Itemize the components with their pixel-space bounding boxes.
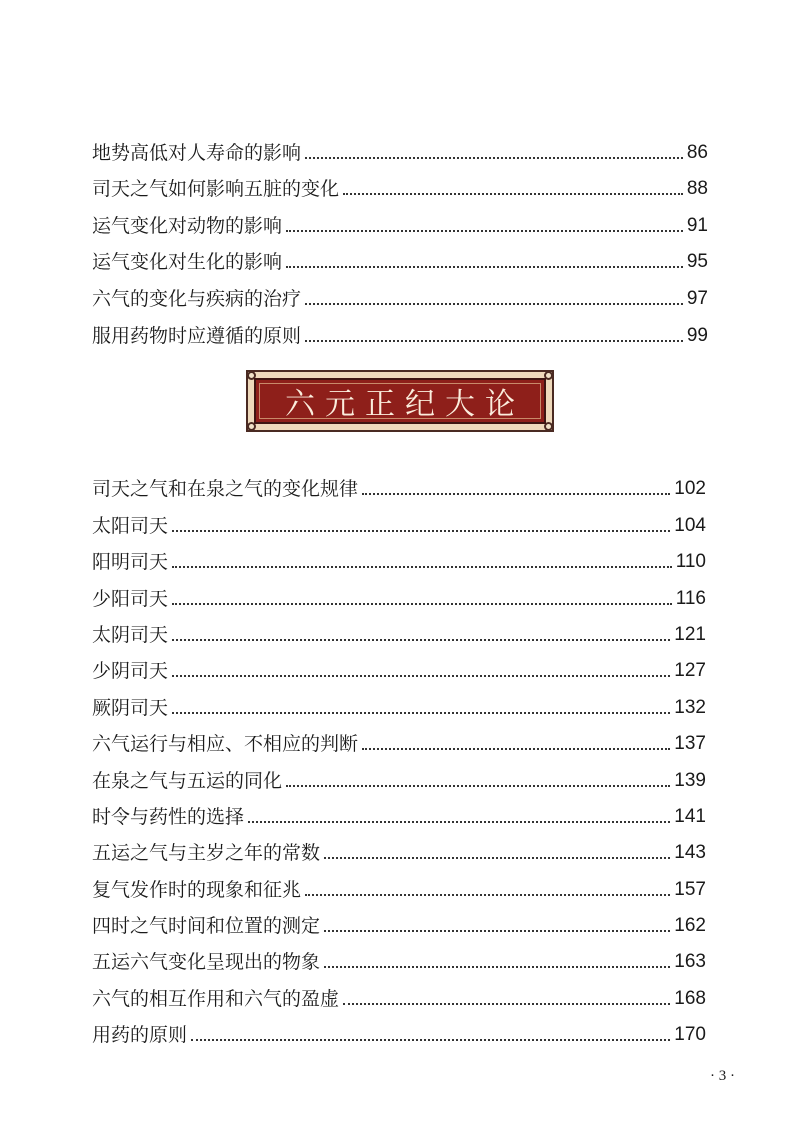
- dot-leader: [324, 857, 670, 859]
- toc-entry-title: 在泉之气与五运的同化: [92, 769, 283, 792]
- toc-entry[interactable]: [92, 865, 706, 901]
- dot-leader: [343, 193, 683, 195]
- toc-entry[interactable]: [92, 647, 706, 683]
- toc-entry-page: 99: [686, 324, 708, 346]
- toc-entry[interactable]: [92, 538, 706, 574]
- toc-section-2: [92, 465, 706, 1047]
- toc-entry[interactable]: [92, 720, 706, 756]
- toc-entry-page: 121: [674, 623, 706, 645]
- toc-entry[interactable]: [92, 128, 708, 165]
- toc-entry[interactable]: [92, 829, 706, 865]
- dot-leader: [248, 821, 670, 823]
- toc-entry-page: 97: [686, 287, 708, 309]
- toc-entry-title: 六气的相互作用和六气的盈虚: [92, 987, 340, 1010]
- toc-entry[interactable]: [92, 165, 708, 202]
- toc-entry-title: 地势高低对人寿命的影响: [92, 141, 302, 164]
- dot-leader: [172, 530, 670, 532]
- toc-entry[interactable]: [92, 611, 706, 647]
- toc-entry-title: 司天之气和在泉之气的变化规律: [92, 478, 359, 501]
- toc-entry-title: 少阳司天: [92, 587, 169, 610]
- toc-entry-title: 司天之气如何影响五脏的变化: [92, 178, 340, 201]
- toc-entry-page: 157: [674, 878, 706, 900]
- toc-entry[interactable]: [92, 274, 708, 311]
- dot-leader: [286, 785, 670, 787]
- toc-entry[interactable]: [92, 938, 706, 974]
- toc-entry-title: 六气的变化与疾病的治疗: [92, 287, 302, 310]
- dot-leader: [305, 303, 683, 305]
- toc-entry-title: 太阴司天: [92, 623, 169, 646]
- toc-entry[interactable]: [92, 793, 706, 829]
- toc-entry[interactable]: [92, 311, 708, 348]
- toc-entry-page: 168: [674, 987, 706, 1009]
- toc-entry-title: 厥阴司天: [92, 696, 169, 719]
- toc-entry[interactable]: [92, 902, 706, 938]
- chapter-title: 六元正纪大论: [285, 387, 525, 422]
- dot-leader: [286, 266, 683, 268]
- toc-entry[interactable]: [92, 683, 706, 719]
- toc-entry-page: 95: [686, 251, 708, 273]
- page-number: · 3 ·: [710, 1068, 735, 1084]
- dot-leader: [172, 712, 670, 714]
- dot-leader: [324, 966, 670, 968]
- toc-entry-page: 170: [674, 1024, 706, 1046]
- toc-entry[interactable]: [92, 201, 708, 238]
- toc-entry-page: 127: [674, 660, 706, 682]
- dot-leader: [286, 230, 683, 232]
- toc-entry-page: 143: [674, 842, 706, 864]
- toc-entry-page: 139: [674, 769, 706, 791]
- toc-entry-page: 162: [674, 915, 706, 937]
- toc-entry-page: 116: [675, 587, 706, 609]
- toc-entry-page: 104: [674, 514, 706, 536]
- toc-entry-page: 163: [674, 951, 706, 973]
- toc-entry[interactable]: [92, 238, 708, 275]
- toc-entry[interactable]: [92, 574, 706, 610]
- toc-entry-title: 五运六气变化呈现出的物象: [92, 951, 321, 974]
- toc-entry-page: 88: [686, 178, 708, 200]
- toc-entry-title: 运气变化对生化的影响: [92, 251, 283, 274]
- toc-entry-title: 服用药物时应遵循的原则: [92, 324, 302, 347]
- toc-entry-page: 102: [674, 478, 706, 500]
- toc-entry-title: 太阳司天: [92, 514, 169, 537]
- toc-entry-page: 141: [674, 805, 706, 827]
- toc-entry[interactable]: [92, 1011, 706, 1047]
- dot-leader: [362, 493, 670, 495]
- toc-entry-title: 复气发作时的现象和征兆: [92, 878, 302, 901]
- dot-leader: [172, 675, 670, 677]
- banner-panel: [254, 378, 546, 424]
- dot-leader: [305, 340, 683, 342]
- toc-entry-page: 86: [686, 141, 708, 163]
- toc-entry-title: 用药的原则: [92, 1024, 188, 1047]
- chapter-banner: [246, 370, 554, 432]
- toc-entry-page: 110: [675, 551, 706, 573]
- toc-entry-title: 运气变化对动物的影响: [92, 214, 283, 237]
- dot-leader: [324, 930, 670, 932]
- toc-entry-page: 132: [674, 696, 706, 718]
- toc-entry[interactable]: [92, 501, 706, 537]
- toc-section-1: [92, 128, 708, 348]
- toc-entry-title: 少阴司天: [92, 660, 169, 683]
- dot-leader: [172, 566, 672, 568]
- dot-leader: [343, 1003, 670, 1005]
- dot-leader: [191, 1039, 670, 1041]
- dot-leader: [305, 157, 683, 159]
- toc-entry-title: 四时之气时间和位置的测定: [92, 915, 321, 938]
- toc-entry-title: 时令与药性的选择: [92, 805, 245, 828]
- toc-entry-title: 六气运行与相应、不相应的判断: [92, 733, 359, 756]
- dot-leader: [172, 639, 670, 641]
- dot-leader: [362, 748, 670, 750]
- toc-entry[interactable]: [92, 974, 706, 1010]
- toc-entry-page: 91: [686, 214, 708, 236]
- dot-leader: [305, 894, 670, 896]
- toc-entry[interactable]: [92, 465, 706, 501]
- dot-leader: [172, 603, 672, 605]
- toc-entry-page: 137: [674, 733, 706, 755]
- toc-entry[interactable]: [92, 756, 706, 792]
- toc-entry-title: 阳明司天: [92, 551, 169, 574]
- toc-entry-title: 五运之气与主岁之年的常数: [92, 842, 321, 865]
